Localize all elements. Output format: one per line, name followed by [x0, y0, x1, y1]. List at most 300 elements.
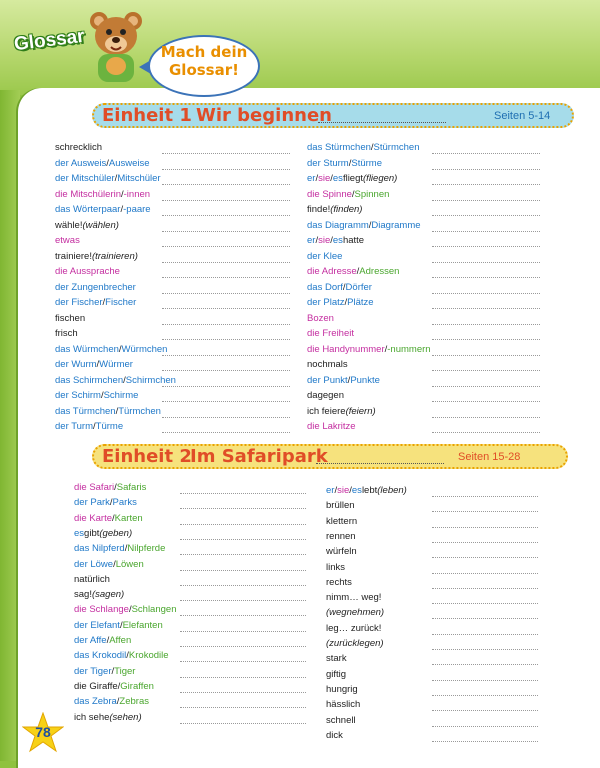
- glossary-entry: [307, 296, 374, 310]
- entry-word: Ausweise: [108, 157, 150, 169]
- entry-word: der Zungenbrecher: [55, 281, 136, 293]
- unit-1-header: [92, 103, 574, 128]
- entry-word: (feiern): [345, 405, 376, 417]
- entry-word: Krokodile: [128, 650, 169, 662]
- entry-word: /: [111, 665, 115, 677]
- entry-word: (fliegen): [363, 173, 398, 184]
- translation-write-line[interactable]: [432, 293, 540, 294]
- entry-word: Löwen: [115, 558, 144, 570]
- translation-write-line[interactable]: [162, 262, 290, 263]
- entry-word: sie: [318, 235, 331, 246]
- entry-word: (sagen): [91, 589, 125, 601]
- glossary-entry: [326, 714, 356, 728]
- entry-word: Schirmchen: [125, 374, 176, 386]
- translation-write-line[interactable]: [162, 184, 290, 185]
- entry-word: /: [368, 219, 372, 231]
- entry-word: /: [106, 635, 110, 646]
- translation-write-line[interactable]: [180, 570, 306, 571]
- entry-word: /: [102, 297, 106, 308]
- entry-word: (zurücklegen): [326, 638, 384, 649]
- entry-word: giftig: [326, 668, 347, 680]
- translation-write-line[interactable]: [432, 308, 540, 309]
- translation-write-line[interactable]: [162, 200, 290, 201]
- entry-word: Würmchen: [121, 343, 168, 355]
- entry-word: Elefanten: [122, 619, 163, 631]
- translation-write-line[interactable]: [432, 664, 538, 665]
- page-number: 78: [35, 724, 51, 740]
- translation-write-line[interactable]: [432, 573, 538, 574]
- translation-write-line[interactable]: [162, 417, 290, 418]
- glossary-entry: [55, 172, 161, 186]
- glossary-entry: [326, 698, 360, 712]
- glossary-entry: [74, 558, 144, 572]
- entry-word: die Lakritze: [307, 421, 356, 432]
- translation-write-line[interactable]: [162, 370, 290, 371]
- glossary-entry: [326, 683, 358, 697]
- glossary-entry: [326, 576, 352, 590]
- translation-write-line[interactable]: [180, 707, 306, 708]
- glossary-entry: [74, 496, 137, 510]
- entry-word: (finden): [330, 204, 363, 215]
- entry-word: er: [326, 485, 335, 496]
- entry-word: Affen: [109, 635, 132, 646]
- translation-write-line[interactable]: [432, 246, 540, 247]
- entry-word: würfeln: [326, 546, 357, 558]
- entry-word: schrecklich: [55, 142, 102, 153]
- entry-word: es: [74, 527, 85, 539]
- entry-word: er: [307, 235, 316, 246]
- glossary-entry: [326, 729, 343, 743]
- glossary-entry: [55, 296, 136, 310]
- entry-word: Schirme: [103, 390, 139, 401]
- translation-write-line[interactable]: [180, 723, 306, 724]
- glossary-entry: [74, 603, 176, 617]
- translation-write-line[interactable]: [432, 496, 538, 497]
- entry-word: der Fischer: [55, 297, 103, 308]
- entry-word: die Freiheit: [307, 328, 354, 339]
- entry-word: /: [114, 173, 118, 184]
- translation-write-line[interactable]: [180, 600, 306, 601]
- entry-word: Fischer: [105, 297, 137, 308]
- entry-word: der Elefant: [74, 619, 120, 631]
- glossary-entry: [74, 588, 124, 602]
- entry-word: (wählen): [82, 219, 119, 231]
- entry-word: Tiger: [114, 665, 136, 677]
- entry-word: nimm… weg!: [326, 592, 382, 604]
- entry-word: das Dorf: [307, 281, 343, 293]
- glossary-entry: [55, 141, 102, 155]
- unit-1-write-line[interactable]: [318, 122, 446, 123]
- entry-word: gibt: [84, 527, 100, 539]
- entry-word: Nilpferde: [127, 543, 166, 555]
- entry-word: /: [351, 188, 355, 200]
- entry-word: dagegen: [307, 390, 344, 401]
- entry-word: (sehen): [109, 711, 142, 723]
- entry-word: die Safari: [74, 482, 115, 493]
- entry-word: rechts: [326, 576, 352, 588]
- glossary-entry: [74, 573, 110, 587]
- entry-word: /: [113, 558, 116, 570]
- entry-word: /: [330, 173, 333, 184]
- glossary-entry: [55, 250, 138, 264]
- entry-word: /: [106, 157, 109, 169]
- entry-word: /: [349, 485, 352, 496]
- translation-write-line[interactable]: [180, 661, 306, 662]
- translation-write-line[interactable]: [162, 153, 290, 154]
- entry-word: /: [109, 497, 113, 509]
- glossary-entry: [326, 622, 381, 636]
- glossary-entry: [326, 484, 407, 498]
- glossar-tag: Glossar: [12, 25, 86, 56]
- entry-word: /: [315, 173, 319, 184]
- translation-write-line[interactable]: [432, 231, 540, 232]
- translation-write-line[interactable]: [162, 293, 290, 294]
- glossary-entry: [326, 637, 384, 651]
- entry-word: wähle!: [55, 219, 83, 231]
- entry-word: die Handynummer: [307, 343, 385, 355]
- entry-word: Bozen: [307, 312, 334, 324]
- entry-word: der Sturm: [307, 157, 349, 169]
- entry-word: /: [112, 512, 115, 524]
- entry-word: hungrig: [326, 683, 358, 695]
- entry-word: ich sehe: [74, 711, 110, 723]
- glossary-entry: [55, 343, 167, 357]
- entry-word: es: [332, 173, 343, 184]
- entry-word: der Löwe: [74, 558, 114, 570]
- glossary-entry: [307, 312, 334, 326]
- bear-mascot-icon: [86, 8, 146, 86]
- translation-write-line[interactable]: [432, 370, 540, 371]
- entry-word: /: [117, 680, 121, 692]
- entry-word: die Adresse: [307, 266, 357, 277]
- entry-word: das Würmchen: [55, 343, 119, 355]
- entry-word: /: [114, 482, 117, 493]
- entry-word: leg… zurück!: [326, 622, 382, 634]
- entry-word: sie: [318, 173, 331, 184]
- translation-write-line[interactable]: [162, 324, 290, 325]
- translation-write-line[interactable]: [432, 618, 538, 619]
- glossary-entry: [55, 234, 80, 248]
- translation-write-line[interactable]: [432, 200, 540, 201]
- translation-write-line[interactable]: [180, 539, 306, 540]
- glossary-entry: [326, 545, 357, 559]
- entry-word: /: [123, 374, 126, 386]
- translation-write-line[interactable]: [432, 634, 538, 635]
- glossary-entry: [307, 234, 364, 248]
- entry-word: die Giraffe: [74, 680, 118, 692]
- glossary-entry: [74, 665, 135, 679]
- glossary-entry: [55, 281, 136, 295]
- entry-word: /: [344, 297, 348, 308]
- entry-word: fliegt: [342, 173, 364, 184]
- entry-word: dick: [326, 729, 343, 741]
- translation-write-line[interactable]: [432, 680, 538, 681]
- translation-write-line[interactable]: [432, 417, 540, 418]
- entry-word: nochmals: [307, 359, 348, 370]
- translation-write-line[interactable]: [180, 524, 306, 525]
- entry-word: /: [334, 485, 338, 496]
- entry-word: /: [93, 421, 96, 432]
- entry-word: fischen: [55, 312, 86, 324]
- glossary-entry: [74, 527, 132, 541]
- unit-2-write-line[interactable]: [316, 463, 444, 464]
- entry-word: /: [118, 343, 122, 355]
- glossary-entry: [326, 499, 355, 513]
- translation-write-line[interactable]: [180, 646, 306, 647]
- bubble-line-2: Glossar!: [169, 61, 239, 79]
- translation-write-line[interactable]: [432, 432, 540, 433]
- translation-write-line[interactable]: [432, 215, 540, 216]
- entry-word: der Schirm: [55, 390, 101, 401]
- entry-word: /: [96, 359, 100, 370]
- entry-word: der Affe: [74, 635, 107, 646]
- glossary-entry: [55, 420, 123, 434]
- entry-word: schnell: [326, 714, 356, 726]
- entry-word: finde!: [307, 204, 331, 215]
- translation-write-line[interactable]: [162, 231, 290, 232]
- entry-word: Dörfer: [345, 281, 372, 293]
- glossary-entry: [74, 512, 143, 526]
- glossary-entry: [55, 358, 133, 372]
- glossary-entry: [307, 141, 419, 155]
- entry-word: der Wurm: [55, 359, 97, 370]
- translation-write-line[interactable]: [432, 169, 540, 170]
- glossary-entry: [326, 530, 356, 544]
- translation-write-line[interactable]: [180, 631, 306, 632]
- glossary-entry: [55, 374, 176, 388]
- entry-word: -innen: [123, 188, 151, 200]
- translation-write-line[interactable]: [180, 493, 306, 494]
- glossary-entry: [326, 652, 347, 666]
- translation-write-line[interactable]: [432, 710, 538, 711]
- glossary-entry: [74, 619, 163, 633]
- translation-write-line[interactable]: [162, 277, 290, 278]
- entry-word: es: [351, 485, 362, 496]
- entry-word: die Mitschülerin: [55, 188, 121, 200]
- translation-write-line[interactable]: [432, 588, 538, 589]
- translation-write-line[interactable]: [432, 726, 538, 727]
- entry-word: natürlich: [74, 573, 110, 585]
- translation-write-line[interactable]: [432, 741, 538, 742]
- entry-word: der Mitschüler: [55, 173, 115, 184]
- glossary-entry: [307, 389, 344, 403]
- unit-2-number: Einheit 2: [102, 446, 192, 467]
- glossary-entry: [307, 374, 380, 388]
- entry-word: stark: [326, 653, 347, 665]
- entry-word: links: [326, 561, 346, 573]
- glossary-entry: [307, 265, 399, 279]
- entry-word: der Tiger: [74, 665, 112, 677]
- entry-word: das Diagramm: [307, 219, 369, 231]
- translation-write-line[interactable]: [162, 246, 290, 247]
- entry-word: (leben): [377, 485, 407, 496]
- entry-word: /: [330, 235, 333, 246]
- entry-word: /: [348, 157, 352, 169]
- entry-word: (geben): [99, 527, 133, 539]
- entry-word: Punkte: [350, 374, 380, 386]
- unit-2-header: [92, 444, 568, 469]
- entry-word: trainiere!: [55, 250, 92, 262]
- entry-word: /: [115, 405, 119, 417]
- entry-word: die Spinne: [307, 188, 352, 200]
- translation-write-line[interactable]: [432, 153, 540, 154]
- glossary-entry: [74, 695, 149, 709]
- entry-word: /: [100, 390, 104, 401]
- page-number-star: [22, 712, 64, 754]
- entry-word: das Schirmchen: [55, 374, 124, 386]
- glossary-entry: [307, 358, 348, 372]
- entry-word: das Türmchen: [55, 405, 116, 417]
- glossary-entry: [55, 389, 138, 403]
- entry-word: Türme: [95, 421, 124, 432]
- translation-write-line[interactable]: [180, 508, 306, 509]
- translation-write-line[interactable]: [432, 339, 540, 340]
- glossary-entry: [55, 188, 150, 202]
- entry-word: Diagramme: [371, 219, 421, 231]
- translation-write-line[interactable]: [432, 603, 538, 604]
- translation-write-line[interactable]: [162, 308, 290, 309]
- entry-word: hatte: [342, 235, 365, 246]
- glossary-entry: [74, 649, 169, 663]
- entry-word: etwas: [55, 235, 80, 246]
- entry-word: Safaris: [116, 482, 147, 493]
- glossary-entry: [326, 515, 357, 529]
- entry-word: Giraffen: [120, 680, 154, 692]
- entry-word: die Karte: [74, 512, 113, 524]
- entry-word: -nummern: [387, 343, 431, 355]
- entry-word: Türmchen: [118, 405, 161, 417]
- entry-word: das Nilpferd: [74, 543, 125, 555]
- entry-word: der Klee: [307, 250, 343, 262]
- glossary-entry: [74, 542, 165, 556]
- entry-word: er: [307, 173, 316, 184]
- entry-word: /: [347, 374, 351, 386]
- translation-write-line[interactable]: [432, 386, 540, 387]
- translation-write-line[interactable]: [432, 262, 540, 263]
- entry-word: rennen: [326, 530, 356, 542]
- entry-word: die Schlange: [74, 604, 129, 616]
- glossary-entry: [55, 312, 85, 326]
- entry-word: /: [116, 696, 120, 708]
- translation-write-line[interactable]: [162, 339, 290, 340]
- translation-write-line[interactable]: [180, 615, 306, 616]
- translation-write-line[interactable]: [432, 184, 540, 185]
- entry-word: Zebras: [119, 696, 149, 708]
- translation-write-line[interactable]: [432, 401, 540, 402]
- bubble-line-1: Mach dein: [160, 43, 248, 61]
- entry-word: der Platz: [307, 297, 345, 308]
- entry-word: /: [370, 142, 374, 153]
- entry-word: das Stürmchen: [307, 142, 371, 153]
- entry-word: klettern: [326, 515, 358, 527]
- glossary-entry: [74, 680, 154, 694]
- entry-word: die Aussprache: [55, 266, 120, 277]
- translation-write-line[interactable]: [162, 355, 290, 356]
- entry-word: das Krokodil: [74, 650, 127, 662]
- unit-2-pages: Seiten 15-28: [458, 451, 521, 463]
- translation-write-line[interactable]: [162, 215, 290, 216]
- entry-word: das Wörterpaar: [55, 204, 121, 215]
- translation-write-line[interactable]: [162, 432, 290, 433]
- translation-write-line[interactable]: [432, 324, 540, 325]
- glossary-entry: [326, 668, 346, 682]
- glossary-entry: [326, 606, 384, 620]
- entry-word: der Turm: [55, 421, 94, 432]
- unit-2-title: Im Safaripark: [190, 446, 328, 467]
- entry-word: (wegnehmen): [326, 607, 385, 619]
- entry-word: der Park: [74, 497, 110, 509]
- entry-word: Spinnen: [354, 188, 390, 200]
- entry-word: /: [124, 543, 128, 555]
- translation-write-line[interactable]: [432, 355, 540, 356]
- translation-write-line[interactable]: [180, 585, 306, 586]
- translation-write-line[interactable]: [432, 649, 538, 650]
- entry-word: /: [315, 235, 319, 246]
- glossary-entry: [55, 265, 120, 279]
- translation-write-line[interactable]: [162, 386, 290, 387]
- glossary-entry: [55, 203, 151, 217]
- entry-word: /: [342, 281, 346, 293]
- entry-word: (trainieren): [91, 250, 138, 262]
- entry-word: Schlangen: [131, 604, 177, 616]
- unit-1-title: Wir beginnen: [196, 105, 332, 126]
- translation-write-line[interactable]: [432, 277, 540, 278]
- translation-write-line[interactable]: [162, 169, 290, 170]
- entry-word: sag!: [74, 589, 92, 601]
- entry-word: hässlich: [326, 699, 361, 711]
- entry-word: es: [332, 235, 343, 246]
- entry-word: lebt: [361, 485, 378, 496]
- entry-word: /: [384, 343, 388, 355]
- translation-write-line[interactable]: [432, 695, 538, 696]
- translation-write-line[interactable]: [180, 692, 306, 693]
- translation-write-line[interactable]: [180, 554, 306, 555]
- speech-bubble: [148, 35, 260, 97]
- entry-word: ich feiere: [307, 405, 346, 417]
- glossary-entry: [55, 405, 161, 419]
- entry-word: Würmer: [99, 359, 133, 370]
- glossary-entry: [307, 157, 382, 171]
- entry-word: Parks: [112, 497, 137, 509]
- glossary-entry: [307, 250, 342, 264]
- glossary-entry: [307, 172, 397, 186]
- entry-word: Adressen: [359, 266, 400, 277]
- entry-word: Karten: [114, 512, 143, 524]
- glossary-entry: [307, 405, 376, 419]
- entry-word: Stürmchen: [373, 142, 420, 153]
- glossary-entry: [307, 203, 362, 217]
- translation-write-line[interactable]: [432, 527, 538, 528]
- entry-word: das Zebra: [74, 696, 117, 708]
- entry-word: der Punkt: [307, 374, 348, 386]
- entry-word: /: [126, 650, 129, 662]
- translation-write-line[interactable]: [180, 677, 306, 678]
- glossary-entry: [74, 481, 146, 495]
- glossary-entry: [74, 634, 131, 648]
- glossary-entry: [307, 281, 372, 295]
- translation-write-line[interactable]: [432, 557, 538, 558]
- glossary-entry: [307, 343, 431, 357]
- left-margin-background: [0, 90, 20, 761]
- glossary-entry: [307, 327, 354, 341]
- glossary-entry: [307, 219, 421, 233]
- entry-word: /: [128, 604, 132, 616]
- translation-write-line[interactable]: [432, 511, 538, 512]
- glossary-entry: [326, 561, 345, 575]
- translation-write-line[interactable]: [432, 542, 538, 543]
- translation-write-line[interactable]: [162, 401, 290, 402]
- entry-word: Stürme: [351, 157, 382, 169]
